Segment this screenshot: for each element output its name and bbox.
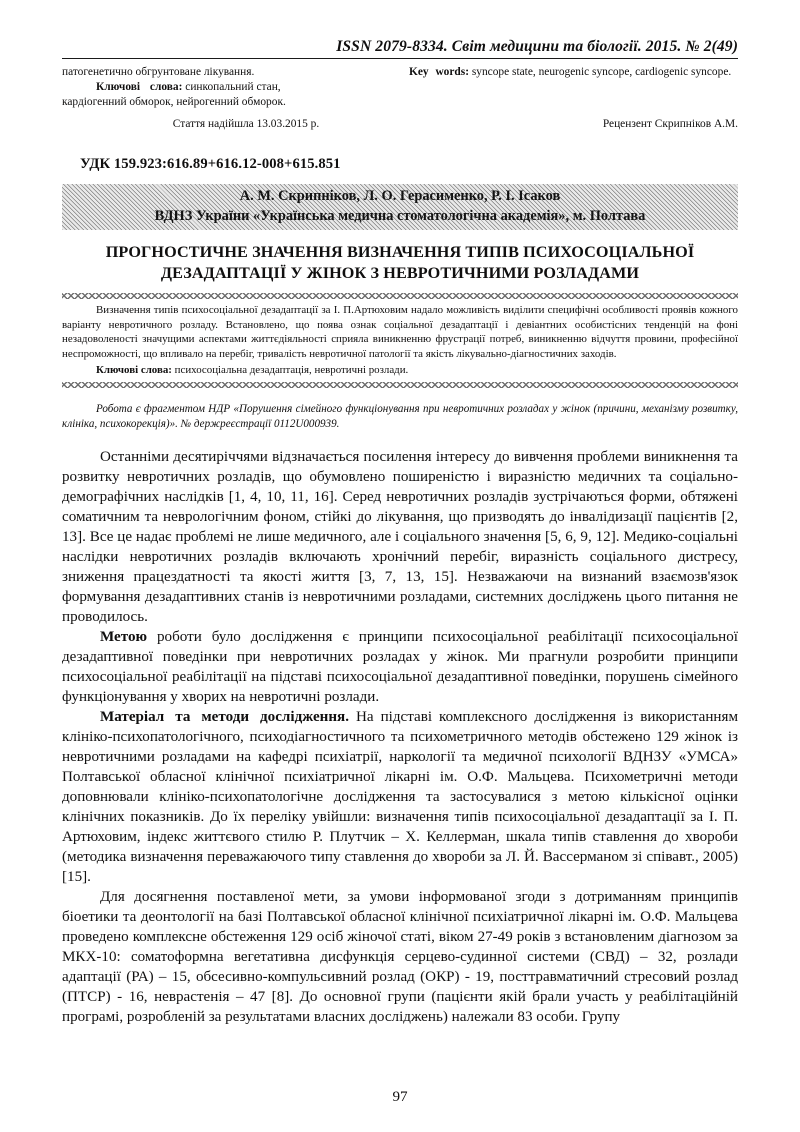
authors-names: А. М. Скрипніков, Л. О. Герасименко, Р. І. Ісаков xyxy=(239,188,561,205)
body-paragraph-4: Для досягнення поставленої мети, за умови інформованої згоди з дотриманням принципів біоетики та деонтології на базі Полтавської обласної клінічної психіатричної лікарні ім. О.Ф. Мальцева проведено комплексне обстеження 129 осіб жіночої статі, віком 27-49 років з встановленим діагнозом за МКХ-10: соматоформна вегетативна дисфункція серцево-судинної системи (СВД) – 32, розлади адаптації (РА) – 15, обсесивно-компульсивний розлад (ОКР) - 19, посттравматичний стресовий розлад (ПТСР) - 16, неврастенія – 47 [8]. До основної групи (пацієнти якій брали участь у реабілітаційній програмі, розробленій за результатами власних досліджень) належали 83 особи. Групу xyxy=(62,889,738,1026)
udc-code: УДК 159.923:616.89+616.12-008+615.851 xyxy=(80,156,341,173)
abstract-block xyxy=(62,303,738,377)
abstract-keywords xyxy=(62,363,738,378)
keywords-label-en: Key words: xyxy=(409,66,469,78)
article-title-line1: ПРОГНОСТИЧНЕ ЗНАЧЕННЯ ВИЗНАЧЕННЯ ТИПІВ ПСИХОСОЦІАЛЬНОЇ xyxy=(105,242,695,261)
body-paragraph-3-text: На підставі комплексного дослідження із використанням клініко-психопатологічного, психодіагностичного та психометричного методів обстежено 129 жінок із невротичними розладами на кафедрі психіатрії, наркології та медичної психології ВДНЗУ «УМСА» Полтавської обласної клінічної психіатричної лікарні ім. О.Ф. Мальцева. Психометричні методи доповнювали клініко-психопатологічне дослідження та застосувалися з метою кількісної оцінки клінічних показників. До їх переліку увійшли: визначення типів психосоціальної дезадаптації за І. П. Артюховим, індекс життєвого стилю Р. Плутчик – Х. Келлерман, шкала типів ставлення до хвороби (методика визначення переважаючого типу ставлення до хвороби за Л. Й. Вассерманом зі співавт., 2005) [15]. xyxy=(62,709,738,886)
zigzag-rule-top xyxy=(62,292,738,299)
tail-left-column xyxy=(62,65,391,110)
previous-article-tail xyxy=(62,65,738,110)
funding-note: Робота є фрагментом НДР «Порушення сімейного функціонування при невротичних розладах у жінок (причини, механізму розвитку, клініка, психокорекція)». № держреєстрації 0112U000939. xyxy=(62,403,738,431)
submitted-date: Стаття надійшла 13.03.2015 р. xyxy=(172,118,320,131)
abstract-text: Визначення типів психосоціальної дезадаптації за І. П.Артюховим надало можливість виділити специфічні особливості проявів кожного варіанту невротичного розладу. Встановлено, що поява ознак соціальної дезадаптації і девіантних особистісних тенденцій на фоні незадоволеності значущими аспектами життєдіяльності сприяла виникненню фрустрації потреб, виникненню відчуття провини, професійної неспроможності, що впливало на перебіг, тривалість невротичної патології та якість лікувально-діагностичних заходів. xyxy=(62,304,738,361)
body-paragraph-2 xyxy=(62,628,738,708)
tail-left-keywords xyxy=(62,80,391,95)
zigzag-rule-bottom xyxy=(62,381,738,388)
body-paragraph-3-lead: Матеріал та методи дослідження. xyxy=(100,709,349,726)
reviewer-name: Рецензент Скрипніков А.М. xyxy=(602,118,738,131)
keywords-label-uk: Ключові слова: xyxy=(96,81,183,94)
abstract-keywords-text: психосоціальна дезадаптація, невротичні розлади. xyxy=(174,363,409,376)
tail-left-keywords-cont: кардіогенний обморок, нейрогенний обморок. xyxy=(62,96,286,109)
page-number: 97 xyxy=(392,1089,408,1105)
tail-right-keywords xyxy=(409,65,738,80)
body-paragraph-2-text: роботи було дослідження є принципи психосоціальної реабілітації психосоціальної дезадаптивної поведінки при невротичних розладах у жінок. Ми прагнули розробити принципи психосоціальної реабілітації на підставі психосоціальної дезадаптивної поведінки, порушень сімейного функціонування у хворих на невротичні розлади. xyxy=(62,629,738,706)
article-title-line2: ДЕЗАДАПТАЦІЇ У ЖІНОК З НЕВРОТИЧНИМИ РОЗЛАДАМИ xyxy=(160,263,640,282)
tail-left-line1: патогенетично обгрунтоване лікування. xyxy=(62,66,255,78)
keywords-uk-part2: стан, xyxy=(256,81,281,94)
body-paragraph-3 xyxy=(62,708,738,888)
article-body xyxy=(62,448,738,1028)
tail-right-column xyxy=(409,65,738,110)
body-paragraph-2-lead: Метою xyxy=(100,629,148,646)
article-title xyxy=(62,242,738,283)
authors-affiliation: ВДНЗ України «Українська медична стоматологічна академія», м. Полтава xyxy=(154,207,646,224)
running-head: ISSN 2079-8334. Світ медицини та біології. 2015. № 2(49) xyxy=(336,38,738,55)
body-paragraph-1: Останніми десятиріччями відзначається посилення інтересу до вивчення проблеми виникнення та розвитку невротичних розладів, що обумовлено поширеністю і виразністю медичних та соціально-демографічних наслідків [1, 4, 10, 11, 16]. Серед невротичних розладів зустрічаються форми, обтяжені соматичним та неврологічним фоном, стійкі до лікування, що призводять до інвалідизації пацієнтів [2, 13]. Все це надає проблемі не лише медичного, але і соціального значення [5, 6, 9, 12]. Медико-соціальні наслідки невротичних розладів включають хронічний перебіг, виразність соціального дистресу, зниження працездатності та якості життя [3, 7, 13, 15]. Незважаючи на визнаний взаємозв'язок формування дезадаптивних станів із невротичними розладами, системних досліджень цього питання не проводилось. xyxy=(62,449,738,626)
header-rule xyxy=(62,58,738,59)
abstract-keywords-label: Ключові слова: xyxy=(96,363,172,376)
keywords-en-text: syncope state, neurogenic syncope, cardiogenic syncope. xyxy=(471,66,732,78)
submitted-row xyxy=(62,118,738,130)
authors-block xyxy=(62,184,738,229)
keywords-uk-part1: синкопальний xyxy=(185,81,254,94)
